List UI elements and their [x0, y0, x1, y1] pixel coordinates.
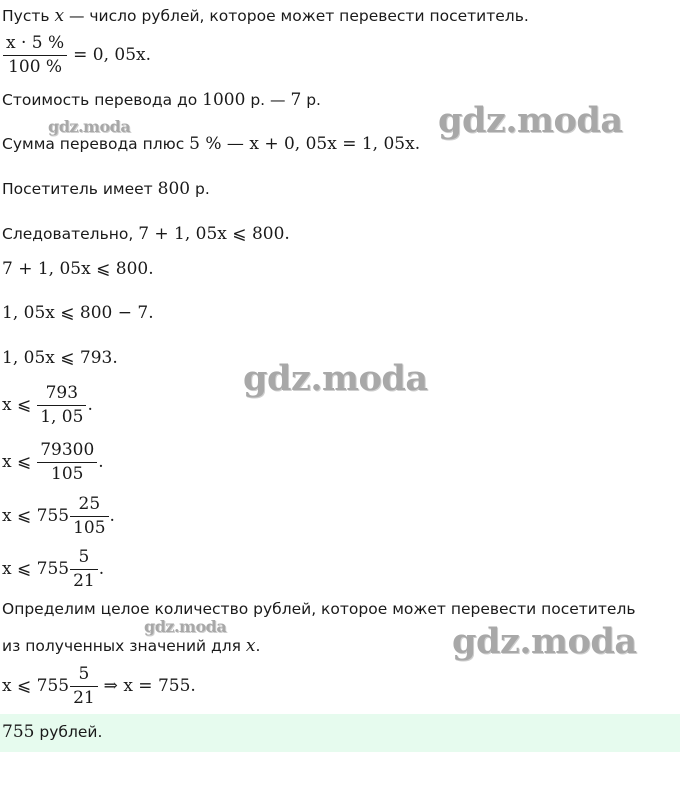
- answer-unit: рублей.: [34, 723, 103, 741]
- math-lhs: x ⩽ 755: [2, 676, 70, 696]
- answer-text: [2, 722, 102, 742]
- text: .: [255, 637, 261, 655]
- numerator: 793: [37, 383, 86, 406]
- denominator: 1, 05: [40, 407, 84, 427]
- text: р. —: [245, 91, 291, 109]
- denominator: 100 %: [8, 57, 63, 77]
- math-var: x: [54, 6, 65, 26]
- math-end: .: [109, 506, 115, 526]
- fraction: [70, 547, 98, 592]
- line-13-fraction: [2, 547, 104, 592]
- line-1: [2, 6, 529, 26]
- denominator: 21: [73, 571, 95, 591]
- math-rhs: ⇒ x = 755.: [103, 676, 196, 696]
- text: — число рублей, которое может перевести посетитель.: [64, 7, 529, 25]
- numerator: 5: [70, 547, 98, 570]
- line-11-fraction: [2, 440, 104, 485]
- denominator: 21: [73, 688, 95, 708]
- line-7: [2, 259, 154, 279]
- math-lhs: x ⩽: [2, 395, 32, 415]
- denominator: 105: [73, 518, 106, 538]
- fraction: [3, 33, 67, 78]
- math-end: .: [87, 395, 93, 415]
- text: Сумма перевода плюс: [2, 135, 190, 153]
- answer-box: [0, 714, 680, 752]
- denominator: 105: [51, 464, 84, 484]
- line-12-fraction: [2, 494, 115, 539]
- math: 5 % — x + 0, 05x = 1, 05x.: [189, 134, 421, 154]
- line-14: [2, 600, 636, 618]
- math-var: x: [245, 636, 256, 656]
- watermark: gdz.moda: [144, 617, 227, 636]
- line-9: [2, 348, 118, 368]
- line-15: [2, 636, 260, 656]
- watermark: gdz.moda: [438, 100, 623, 141]
- math-lhs: x ⩽: [2, 452, 32, 472]
- math-rhs: = 0, 05x.: [73, 45, 152, 65]
- text: р.: [190, 180, 210, 198]
- math: 7 + 1, 05x ⩽ 800.: [2, 259, 154, 279]
- math: 7 + 1, 05x ⩽ 800.: [138, 224, 290, 244]
- math: 1, 05x ⩽ 793.: [2, 348, 118, 368]
- line-3: [2, 90, 321, 110]
- fraction: [37, 440, 97, 485]
- line-4: [2, 134, 420, 154]
- numerator: 25: [70, 494, 108, 517]
- line-6: [2, 224, 290, 244]
- math: 1, 05x ⩽ 800 − 7.: [2, 303, 154, 323]
- answer-value: 755: [2, 722, 35, 742]
- numerator: 5: [70, 664, 98, 687]
- text: Посетитель имеет: [2, 180, 158, 198]
- numerator: x · 5 %: [3, 33, 67, 56]
- math-lhs: x ⩽ 755: [2, 559, 70, 579]
- math: 1000: [202, 90, 246, 110]
- fraction: [70, 494, 108, 539]
- numerator: 79300: [37, 440, 97, 463]
- math-end: .: [98, 559, 105, 579]
- text: Стоимость перевода до: [2, 91, 203, 109]
- text: р.: [301, 91, 321, 109]
- fraction: [70, 664, 98, 709]
- line-8: [2, 303, 154, 323]
- line-5: [2, 179, 210, 199]
- fraction: [37, 383, 86, 428]
- text: Следовательно,: [2, 225, 139, 243]
- watermark: gdz.moda: [452, 621, 637, 662]
- text: Пусть: [2, 7, 55, 25]
- line-16-fraction: [2, 664, 196, 709]
- watermark: gdz.moda: [243, 358, 428, 399]
- math: 7: [290, 90, 302, 110]
- math-lhs: x ⩽ 755: [2, 506, 70, 526]
- text: из полученных значений для: [2, 637, 246, 655]
- line-10-fraction: [2, 383, 93, 428]
- line-2-fraction: [2, 33, 151, 78]
- text: Определим целое количество рублей, которое может перевести посетитель: [2, 600, 636, 618]
- math-end: .: [98, 452, 104, 472]
- watermark: gdz.moda: [48, 117, 131, 136]
- math: 800: [157, 179, 191, 199]
